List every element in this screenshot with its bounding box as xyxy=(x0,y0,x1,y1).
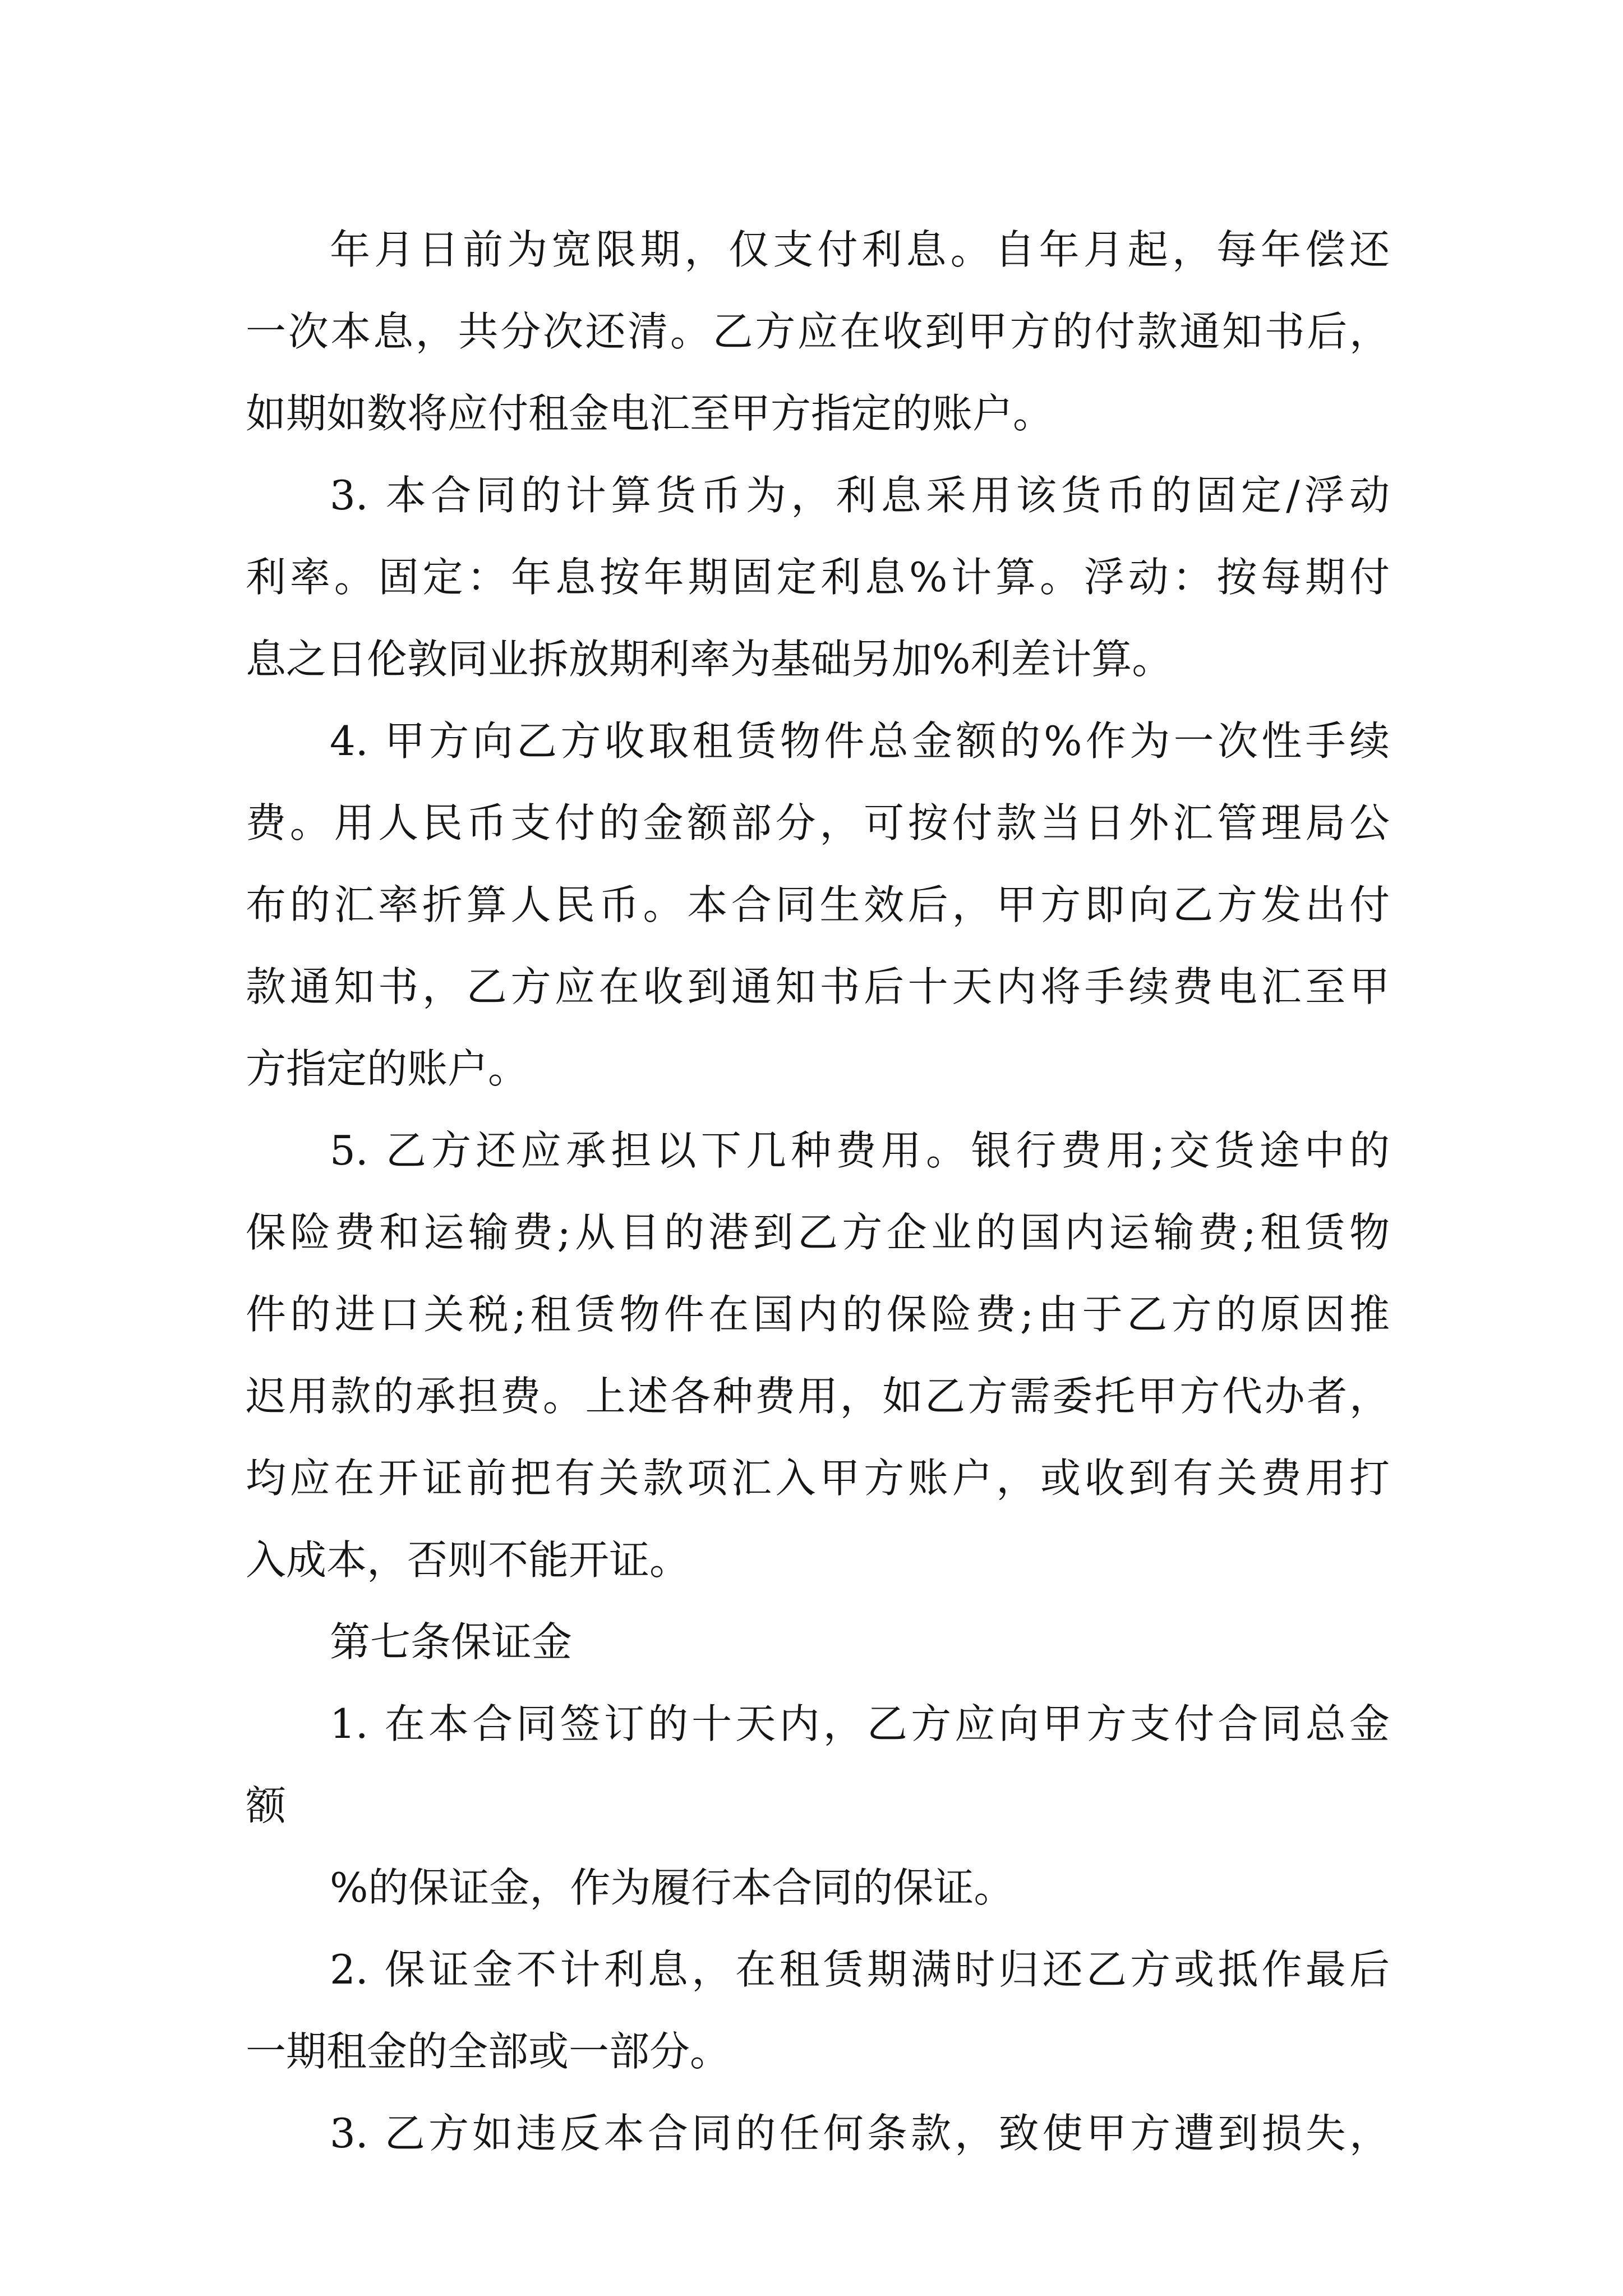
text-line: 迟用款的承担费。上述各种费用，如乙方需委托甲方代办者， xyxy=(246,1373,1390,1420)
text-line: 款通知书，乙方应在收到通知书后十天内将手续费电汇至甲 xyxy=(246,963,1390,1010)
text-line: 1. 在本合同签订的十天内，乙方应向甲方支付合同总金 xyxy=(330,1700,1390,1747)
text-line: 4. 甲方向乙方收取租赁物件总金额的%作为一次性手续 xyxy=(330,717,1390,765)
text-line: 保险费和运输费;从目的港到乙方企业的国内运输费;租赁物 xyxy=(246,1209,1390,1256)
text-line: 方指定的账户。 xyxy=(246,1045,529,1092)
text-line: 布的汇率折算人民币。本合同生效后，甲方即向乙方发出付 xyxy=(246,881,1390,928)
text-line: 费。用人民币支付的金额部分，可按付款当日外汇管理局公 xyxy=(246,799,1390,846)
text-line: 5. 乙方还应承担以下几种费用。银行费用;交货途中的 xyxy=(330,1127,1390,1174)
text-line: %的保证金，作为履行本合同的保证。 xyxy=(330,1864,1015,1911)
text-line: 3. 乙方如违反本合同的任何条款，致使甲方遭到损失， xyxy=(330,2110,1390,2157)
section-heading: 第七条保证金 xyxy=(330,1618,573,1665)
text-line: 件的进口关税;租赁物件在国内的保险费;由于乙方的原因推 xyxy=(246,1291,1390,1338)
text-line: 一次本息，共分次还清。乙方应在收到甲方的付款通知书后， xyxy=(246,308,1390,355)
text-line: 利率。固定：年息按年期固定利息%计算。浮动：按每期付 xyxy=(246,554,1390,601)
text-line: 年月日前为宽限期，仅支付利息。自年月起，每年偿还 xyxy=(330,226,1390,273)
text-line: 额 xyxy=(246,1782,287,1829)
text-line: 息之日伦敦同业拆放期利率为基础另加%利差计算。 xyxy=(246,636,1173,683)
text-line: 均应在开证前把有关款项汇入甲方账户，或收到有关费用打 xyxy=(246,1455,1390,1502)
text-line: 3. 本合同的计算货币为，利息采用该货币的固定/浮动 xyxy=(330,472,1390,519)
text-line: 如期如数将应付租金电汇至甲方指定的账户。 xyxy=(246,390,1054,437)
text-line: 入成本，否则不能开证。 xyxy=(246,1536,690,1584)
text-line: 一期租金的全部或一部分。 xyxy=(246,2028,731,2075)
contract-text xyxy=(246,209,1390,2174)
text-line: 2. 保证金不计利息，在租赁期满时归还乙方或抵作最后 xyxy=(330,1946,1390,1993)
